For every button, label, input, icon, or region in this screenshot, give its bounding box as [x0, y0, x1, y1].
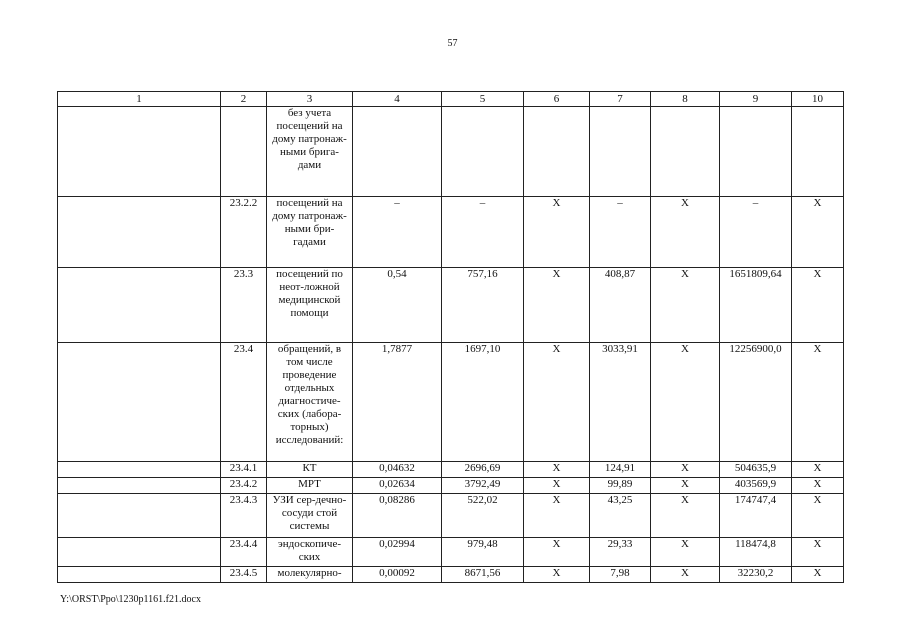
table-cell: Х [792, 462, 844, 478]
table-cell: обращений, в том числе проведение отдельных диагностиче-ских (лабора-торных) исследований: [267, 343, 353, 462]
table-cell: Х [651, 494, 720, 538]
table-cell: 23.4 [221, 343, 267, 462]
table-cell [58, 343, 221, 462]
table-cell: 0,00092 [353, 567, 442, 583]
table-cell: МРТ [267, 478, 353, 494]
table-cell: 23.4.5 [221, 567, 267, 583]
table-cell: – [590, 197, 651, 268]
table-cell: 23.4.2 [221, 478, 267, 494]
table-cell: 23.4.1 [221, 462, 267, 478]
table-cell: 2696,69 [442, 462, 524, 478]
table-cell [792, 107, 844, 197]
table-cell: 0,54 [353, 268, 442, 343]
table-cell: 7,98 [590, 567, 651, 583]
table-cell: посещений на дому патронаж-ными бри-гадами [267, 197, 353, 268]
table-cell [651, 107, 720, 197]
table-cell: Х [651, 538, 720, 567]
table-cell: 408,87 [590, 268, 651, 343]
table-cell: 1651809,64 [720, 268, 792, 343]
table-cell: 174747,4 [720, 494, 792, 538]
table-cell: 12256900,0 [720, 343, 792, 462]
table-cell [524, 107, 590, 197]
header-cell: 7 [590, 92, 651, 107]
table-row [58, 494, 844, 538]
header-cell: 8 [651, 92, 720, 107]
table-cell: 23.3 [221, 268, 267, 343]
table-cell: 0,02634 [353, 478, 442, 494]
table-cell: Х [524, 567, 590, 583]
table-cell: Х [792, 567, 844, 583]
table-cell: посещений по неот-ложной медицинской помощи [267, 268, 353, 343]
file-path-footer: Y:\ORST\Ppo\1230p1161.f21.docx [60, 594, 201, 605]
table-cell: 3792,49 [442, 478, 524, 494]
table-cell: 124,91 [590, 462, 651, 478]
table-cell: 0,04632 [353, 462, 442, 478]
table-cell: 522,02 [442, 494, 524, 538]
table-cell: молекулярно- [267, 567, 353, 583]
table-cell: 23.4.4 [221, 538, 267, 567]
table-cell: 757,16 [442, 268, 524, 343]
table-cell: 32230,2 [720, 567, 792, 583]
table-cell: Х [524, 268, 590, 343]
table-cell: Х [524, 343, 590, 462]
table-cell: 0,02994 [353, 538, 442, 567]
table-cell: Х [651, 478, 720, 494]
table-cell: УЗИ сер-дечно-сосуди стой системы [267, 494, 353, 538]
table-row [58, 107, 844, 197]
table-cell: 403569,9 [720, 478, 792, 494]
table-cell: 43,25 [590, 494, 651, 538]
table-cell: Х [651, 567, 720, 583]
table-cell: Х [524, 462, 590, 478]
table-cell [353, 107, 442, 197]
table-cell: 23.2.2 [221, 197, 267, 268]
header-cell: 3 [267, 92, 353, 107]
table-cell: эндоскопиче-ских [267, 538, 353, 567]
header-cell: 5 [442, 92, 524, 107]
table-cell: 1697,10 [442, 343, 524, 462]
table-cell: КТ [267, 462, 353, 478]
header-cell: 6 [524, 92, 590, 107]
table-cell: Х [651, 343, 720, 462]
table-cell: без учета посещений на дому патронаж-ными брига-дами [267, 107, 353, 197]
table-row [58, 538, 844, 567]
table-cell: – [353, 197, 442, 268]
table-cell: 3033,91 [590, 343, 651, 462]
table-cell [58, 478, 221, 494]
table-cell: Х [792, 494, 844, 538]
table-row [58, 462, 844, 478]
table-cell: Х [792, 478, 844, 494]
table-cell: Х [792, 343, 844, 462]
table-cell: 979,48 [442, 538, 524, 567]
table-cell: Х [524, 197, 590, 268]
header-cell: 1 [58, 92, 221, 107]
table-cell [720, 107, 792, 197]
table-cell: 1,7877 [353, 343, 442, 462]
table-cell [221, 107, 267, 197]
table-cell [58, 462, 221, 478]
table-row [58, 567, 844, 583]
table-cell: 29,33 [590, 538, 651, 567]
table-cell [58, 107, 221, 197]
table-cell: Х [792, 197, 844, 268]
data-table [57, 91, 844, 583]
table-row [58, 343, 844, 462]
table-cell [590, 107, 651, 197]
table-row [58, 478, 844, 494]
table-row [58, 268, 844, 343]
table-cell [58, 494, 221, 538]
table-cell: – [720, 197, 792, 268]
header-cell: 9 [720, 92, 792, 107]
table-cell [58, 538, 221, 567]
table-cell: Х [651, 462, 720, 478]
table-cell: 0,08286 [353, 494, 442, 538]
page-number: 57 [447, 38, 458, 49]
header-cell: 2 [221, 92, 267, 107]
table-cell: Х [524, 538, 590, 567]
table-cell: 504635,9 [720, 462, 792, 478]
table-cell: Х [524, 478, 590, 494]
table-cell: 99,89 [590, 478, 651, 494]
table-cell: Х [792, 538, 844, 567]
table-cell: Х [651, 197, 720, 268]
table-cell [58, 268, 221, 343]
header-cell: 10 [792, 92, 844, 107]
table-cell [58, 197, 221, 268]
table-cell: – [442, 197, 524, 268]
table-cell: Х [651, 268, 720, 343]
table-cell: Х [524, 494, 590, 538]
header-row [58, 92, 844, 107]
table-cell: Х [792, 268, 844, 343]
header-cell: 4 [353, 92, 442, 107]
table-cell [442, 107, 524, 197]
table-cell: 118474,8 [720, 538, 792, 567]
table-cell [58, 567, 221, 583]
table-cell: 23.4.3 [221, 494, 267, 538]
table-cell: 8671,56 [442, 567, 524, 583]
table-row [58, 197, 844, 268]
